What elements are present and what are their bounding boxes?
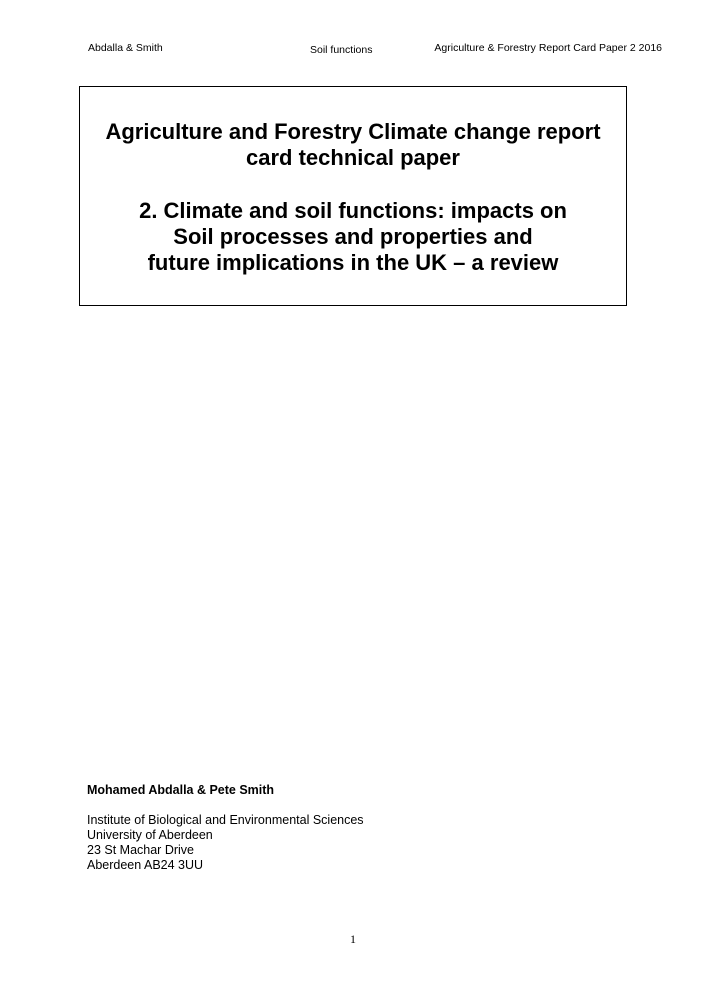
header-right-text: Agriculture & Forestry Report Card Paper 2 2016 bbox=[434, 42, 662, 54]
affiliation-line: Institute of Biological and Environmental Sciences bbox=[87, 813, 364, 827]
authors: Mohamed Abdalla & Pete Smith bbox=[87, 783, 275, 797]
report-title-line: card technical paper bbox=[246, 145, 460, 170]
affiliation-line: 23 St Machar Drive bbox=[87, 843, 194, 857]
page-number: 1 bbox=[350, 932, 356, 946]
title-box bbox=[79, 86, 627, 306]
paper-title-line: 2. Climate and soil functions: impacts on bbox=[139, 198, 567, 223]
paper-title-line: future implications in the UK – a review bbox=[147, 250, 559, 275]
report-title bbox=[80, 119, 626, 171]
report-title-line: Agriculture and Forestry Climate change report bbox=[105, 119, 601, 144]
affiliation bbox=[87, 813, 364, 873]
paper-title bbox=[80, 198, 626, 276]
paper-title-line: Soil processes and properties and bbox=[173, 224, 533, 249]
header-center-text: Soil functions bbox=[310, 44, 373, 56]
header-left-text: Abdalla & Smith bbox=[88, 42, 163, 54]
affiliation-line: Aberdeen AB24 3UU bbox=[87, 858, 204, 872]
affiliation-line: University of Aberdeen bbox=[87, 828, 213, 842]
